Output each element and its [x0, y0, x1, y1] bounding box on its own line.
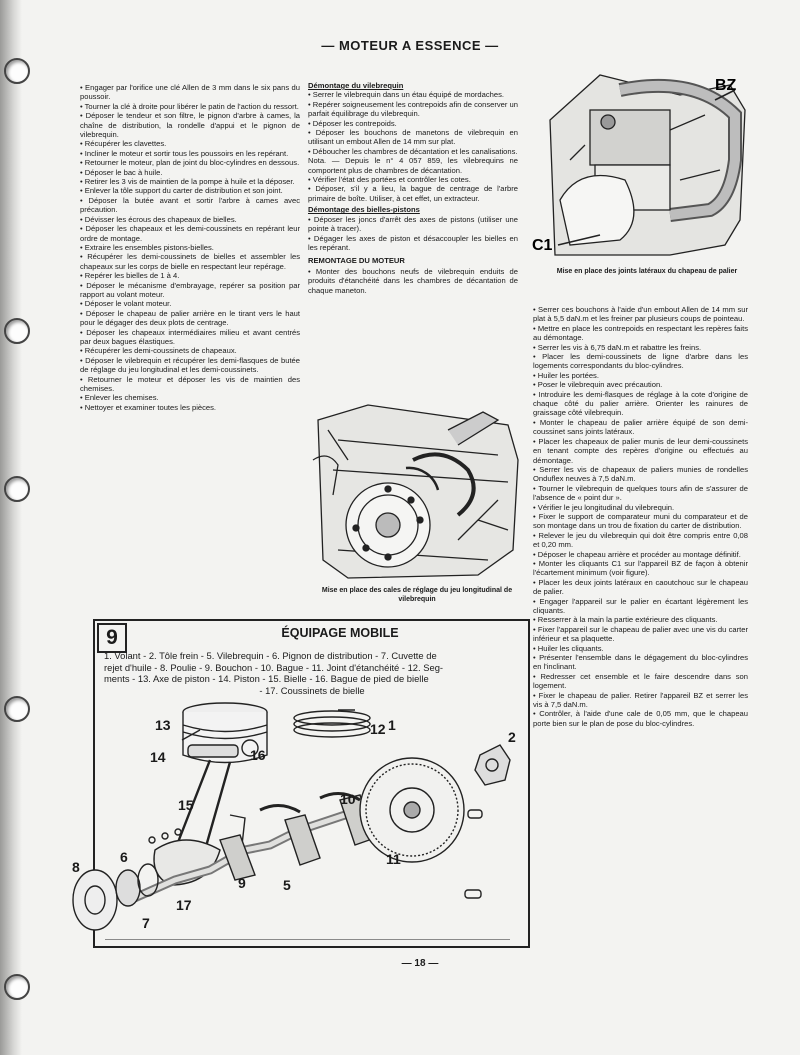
instruction-step: • Déposer le chapeau arrière et procéder au montage définitif. [533, 549, 741, 559]
instruction-step: • Fixer le support de comparateur muni du comparateur et de son montage dans un trou de fixation du carter de distribution. [533, 511, 748, 531]
remontage-steps [308, 267, 518, 295]
instruction-step: • Engager l'appareil sur le palier en écartant légèrement les cliquants. [533, 596, 748, 615]
callout-10: 10 [340, 791, 356, 807]
instruction-step: • Déposer le bac à huile. [80, 167, 163, 177]
vilebrequin-steps [308, 90, 518, 203]
instruction-step: • Tourner le vilebrequin de quelques tours afin de s'assurer de l'absence de « point dur ». [533, 483, 748, 503]
instruction-step: • Placer les deux joints latéraux en caoutchouc sur le chapeau de palier. [533, 577, 748, 597]
column-1-text [80, 83, 300, 412]
callout-15: 15 [178, 797, 194, 813]
instruction-step: • Enlever les chemises. [80, 393, 159, 403]
instruction-step: • Contrôler, à l'aide d'une cale de 0,05 mm, que le chapeau porte bien sur le plan de pose du bloc-cylindres. [533, 709, 748, 728]
instruction-step: • Déposer le vilebrequin et récupérer les demi-flasques de butée de réglage du jeu longitudinal et les demi-coussinets. [80, 355, 300, 375]
section-title-bielles-pistons: Démontage des bielles-pistons [308, 205, 420, 215]
instruction-step: • Poser le vilebrequin avec précaution. [533, 380, 663, 390]
binder-hole [0, 312, 28, 346]
instruction-step: • Récupérer les demi-coussinets de chapeaux. [80, 346, 237, 356]
instruction-step: • Déposer le chapeau de palier arrière en le tirant vers le haut pour le dégager des deux plots de centrage. [80, 308, 300, 328]
instruction-step: • Dégager les axes de piston et désaccoupler les bielles en les repérant. [308, 233, 518, 252]
crankshaft-shim-illustration [308, 400, 523, 585]
bielles-pistons-steps [308, 215, 518, 253]
instruction-step: • Repérer les bielles de 1 à 4. [80, 271, 180, 281]
instruction-step: • Placer les demi-coussinets de ligne d'arbre dans les logements correspondants du bloc-cylindres. [533, 352, 748, 371]
instruction-step: • Monter des bouchons neufs de vilebrequin enduits de produits d'étanchéité dans les chambres de décantation de chaque maneton. [308, 266, 518, 295]
instruction-step: • Resserrer à la main la partie extérieure des cliquants. [533, 615, 718, 625]
instruction-step: • Repérer soigneusement les contrepoids afin de conserver un parfait équilibrage du vilebrequin. [308, 99, 518, 119]
instruction-step: • Présenter l'ensemble dans le dégagement du bloc-cylindres en l'inclinant. [533, 653, 748, 672]
instruction-step: • Mettre en place les contrepoids en respectant les repères faits au démontage. [533, 323, 748, 343]
legend-line: rejet d'huile - 8. Poulie - 9. Bouchon - 10. Bague - 11. Joint d'étanchéité - 12. Seg- [104, 661, 444, 673]
instruction-step: • Déposer les chapeaux intermédiaires milieu et avant centrés par deux bagues élastiques. [80, 327, 300, 346]
parts-legend [104, 650, 520, 696]
section-title-equipage-mobile: ÉQUIPAGE MOBILE [281, 626, 399, 640]
binder-hole [0, 968, 28, 1002]
instruction-step: • Tourner la clé à droite pour libérer le patin de l'action du ressort. [80, 101, 299, 111]
section-title-vilebrequin: Démontage du vilebrequin [308, 81, 404, 90]
callout-1: 1 [388, 717, 396, 733]
callout-12: 12 [370, 721, 386, 737]
instruction-step: • Déposer les contrepoids. [308, 118, 397, 128]
instruction-step: • Introduire les demi-flasques de réglage à la cote d'origine de chaque côté du palier arrière. Orienter les rainures de graissage côté vilebrequin. [533, 389, 748, 418]
callout-16: 16 [250, 747, 266, 763]
callout-2: 2 [508, 729, 516, 745]
instruction-step: • Huiler les portées. [533, 370, 599, 380]
instruction-step: • Déposer, s'il y a lieu, la bague de centrage de l'arbre primaire de boîte. Utiliser, à cet effet, un extracteur. [308, 184, 518, 203]
instruction-step: • Dévisser les écrous des chapeaux de bielles. [80, 214, 237, 224]
binder-hole [0, 470, 28, 504]
instruction-step: • Serrer les vis de chapeaux de paliers munies de rondelles Onduflex neuves à 7,5 daN.m. [533, 464, 748, 484]
instruction-step: • Extraire les ensembles pistons-bielles. [80, 242, 214, 252]
instruction-step: • Monter les cliquants C1 sur l'appareil BZ de façon à obtenir l'écartement minimum (voir figure). [533, 558, 748, 578]
binder-hole [0, 52, 28, 86]
callout-5: 5 [283, 877, 291, 893]
instruction-step: • Retourner le moteur et déposer les vis de maintien des chemises. [80, 374, 300, 393]
instruction-step: • Retourner le moteur, plan de joint du bloc-cylindres en dessous. [80, 158, 300, 168]
callout-9: 9 [238, 875, 246, 891]
page-number: — 18 — [401, 958, 439, 969]
label-bz: BZ [715, 77, 737, 94]
instruction-step: • Incliner le moteur et sortir tous les poussoirs en les repérant. [80, 148, 289, 158]
instruction-step: • Déboucher les chambres de décantation et les canalisations. [308, 146, 518, 156]
page-edge-shadow [0, 0, 22, 1055]
section-title-remontage: REMONTAGE DU MOTEUR [308, 256, 405, 266]
bearing-cap-tool-illustration [530, 70, 770, 270]
instruction-step: • Déposer le volant moteur. [80, 299, 172, 309]
section-number: 9 [97, 623, 127, 653]
instruction-step: • Placer les chapeaux de palier munis de leur demi-coussinets en tenant compte des repères d'origine ou effectués au démontage. [533, 436, 748, 465]
instruction-step: • Déposer les bouchons de manetons de vilebrequin en utilisant un embout Allen de 14 mm sur plat. [308, 128, 518, 147]
exploded-engine-parts-illustration [70, 700, 525, 940]
instruction-step: • Fixer l'appareil sur le chapeau de palier avec une vis du carter inférieur et sa plaquette. [533, 624, 748, 644]
figure-caption-shims: Mise en place des cales de réglage du jeu longitudinal de vilebrequin [321, 587, 513, 603]
instruction-step: • Récupérer les demi-coussinets de bielles et assembler les chapeaux sur les corps de bielle en respectant leur repérage. [80, 252, 300, 271]
callout-6: 6 [120, 849, 128, 865]
label-c1: C1 [532, 237, 553, 254]
instruction-step: • Déposer les chapeaux et les demi-coussinets en repérant leur ordre de montage. [80, 224, 300, 243]
callout-17: 17 [176, 897, 192, 913]
instruction-step: • Redresser cet ensemble et le faire descendre dans son logement. [533, 671, 748, 691]
callout-8: 8 [72, 859, 80, 875]
column-2-text [308, 80, 518, 295]
instruction-step: • Serrer les vis à 6,75 daN.m et rabattre les freins. [533, 342, 702, 352]
callout-14: 14 [150, 749, 166, 765]
instruction-step: • Serrer ces bouchons à l'aide d'un embout Allen de 14 mm sur plat à 5,5 daN.m et les freiner par plusieurs coups de pointeau. [533, 305, 748, 324]
instruction-step: • Enlever la tôle support du carter de distribution et son joint. [80, 186, 283, 196]
instruction-step: • Relever le jeu du vilebrequin qui doit être compris entre 0,08 et 0,20 mm. [533, 530, 748, 550]
instruction-step: • Déposer les joncs d'arrêt des axes de pistons (utiliser une pointe à tracer). [308, 214, 518, 234]
instruction-step: • Récupérer les clavettes. [80, 139, 167, 149]
instruction-step: • Huiler les cliquants. [533, 643, 604, 653]
callout-13: 13 [155, 717, 171, 733]
instruction-step: • Engager par l'orifice une clé Allen de 3 mm dans le six pans du poussoir. [80, 83, 300, 102]
instruction-step: • Vérifier l'état des portées et contrôler les cotes. [308, 175, 471, 185]
instruction-step: • Déposer la butée avant et sortir l'arbre à cames avec précaution. [80, 195, 300, 215]
instruction-step: • Vérifier le jeu longitudinal du vilebrequin. [533, 502, 675, 512]
legend-line: - 17. Coussinets de bielle [259, 684, 365, 696]
instruction-step: • Nettoyer et examiner toutes les pièces. [80, 402, 217, 412]
instruction-step: • Serrer le vilebrequin dans un étau équipé de mordaches. [308, 90, 504, 100]
instruction-step: • Fixer le chapeau de palier. Retirer l'appareil BZ et serrer les vis à 7,5 daN.m. [533, 690, 748, 710]
instruction-step: • Retirer les 3 vis de maintien de la pompe à huile et la déposer. [80, 177, 295, 187]
callout-11: 11 [386, 851, 401, 867]
instruction-step: Nota. — Depuis le n° 4 057 859, les vilebrequins ne comportent plus de chambres de décantation. [308, 156, 518, 175]
binder-hole [0, 690, 28, 724]
instruction-step: • Déposer le tendeur et son filtre, le pignon d'arbre à cames, la chaîne de distribution, la rondelle d'appui et le pignon de vilebrequin. [80, 111, 300, 140]
column-3-text [533, 305, 748, 728]
callout-7: 7 [142, 915, 150, 931]
figure-caption-bearing-cap: Mise en place des joints latéraux du chapeau de palier [556, 268, 738, 275]
legend-line: ments - 13. Axe de piston - 14. Piston - 15. Bielle - 16. Bague de pied de bielle [104, 673, 429, 684]
instruction-step: • Déposer le mécanisme d'embrayage, repérer sa position par rapport au volant moteur. [80, 280, 300, 299]
page-header: — MOTEUR A ESSENCE — [321, 38, 499, 53]
instruction-step: • Monter le chapeau de palier arrière équipé de son demi-coussinet sans joints latéraux. [533, 417, 748, 437]
legend-line: 1. Volant - 2. Tôle frein - 5. Vilebrequin - 6. Pignon de distribution - 7. Cuvette de [104, 650, 437, 661]
